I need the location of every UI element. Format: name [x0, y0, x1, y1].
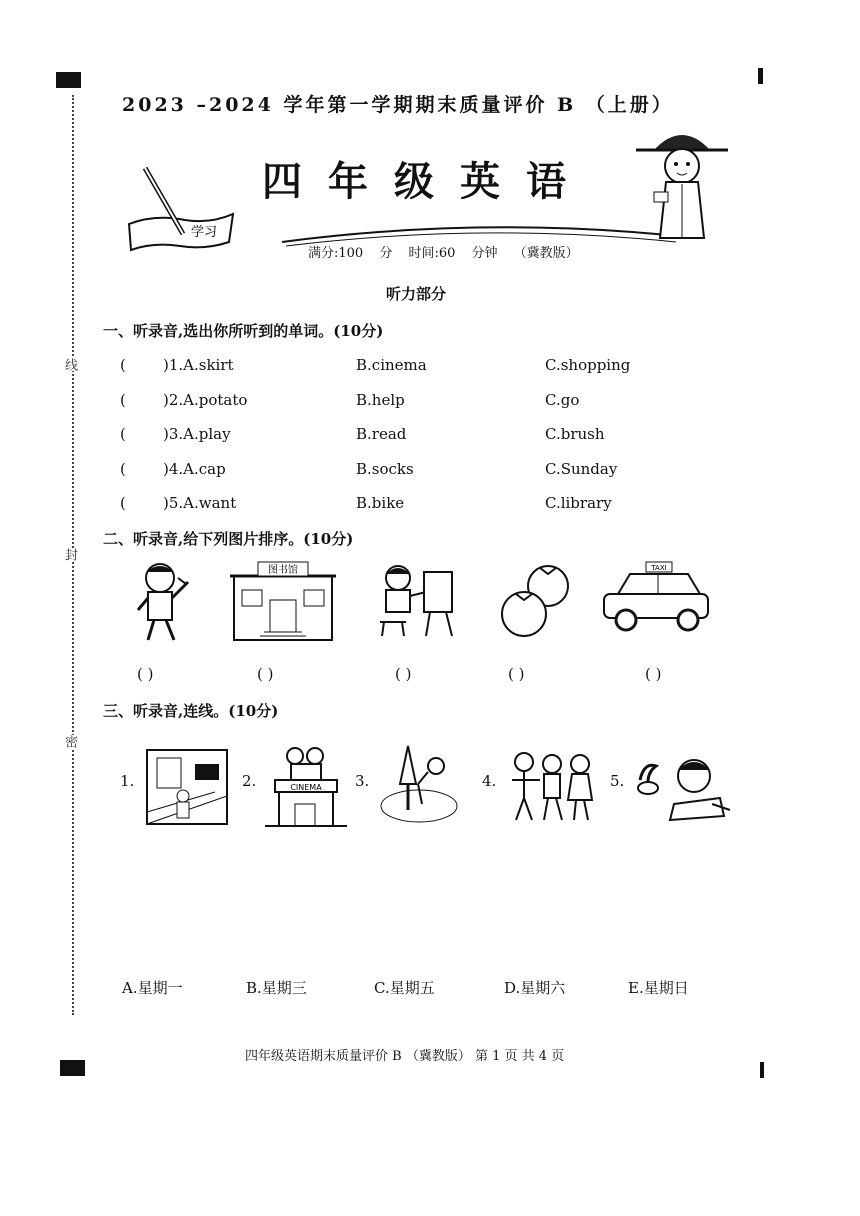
scholar-cartoon-icon: [632, 120, 732, 245]
q2-option-c: C.go: [545, 391, 580, 409]
cinema-icon: [265, 746, 347, 828]
q5-option-c: C.library: [545, 494, 612, 512]
match-number-3: 3.: [355, 772, 370, 790]
q5-option-a: )5.A.want: [163, 494, 237, 512]
q5-option-b: B.bike: [356, 494, 405, 512]
answer-paren-4[interactable]: (: [120, 460, 126, 478]
day-option-a: A.星期一: [122, 979, 183, 997]
q1-option-b: B.cinema: [356, 356, 427, 374]
q1-option-a: )1.A.skirt: [163, 356, 234, 374]
section2-heading: 二、听录音,给下列图片排序。(10分): [103, 530, 354, 548]
children-playing-icon: [506, 744, 600, 826]
match-number-2: 2.: [242, 772, 257, 790]
q4-option-b: B.socks: [356, 460, 414, 478]
boy-doing-homework-icon: [634, 754, 734, 824]
binding-label-seal: 封: [62, 548, 77, 561]
exam-info: [308, 242, 579, 261]
answer-paren-3[interactable]: (: [120, 425, 126, 443]
boy-climbing-tree-icon: [378, 744, 460, 824]
registration-mark-top-left: [56, 72, 81, 88]
subject-title: 四年级英语: [262, 158, 592, 205]
library-sign: 图书馆: [268, 565, 298, 576]
q4-option-c: C.Sunday: [545, 460, 618, 478]
boy-brushing-teeth-icon: [130, 560, 202, 646]
q2-option-b: B.help: [356, 391, 405, 409]
listening-heading: 听力部分: [386, 285, 447, 303]
picture-answer-3[interactable]: ( ): [395, 665, 412, 683]
exam-time: 时间:60 分钟: [408, 246, 498, 261]
match-number-1: 1.: [120, 772, 135, 790]
answer-paren-2[interactable]: (: [120, 391, 126, 409]
taxi-icon: [600, 560, 712, 636]
picture-answer-5[interactable]: ( ): [645, 665, 662, 683]
q3-option-b: B.read: [356, 425, 407, 443]
section3-heading: 三、听录音,连线。(10分): [103, 702, 279, 720]
day-option-b: B.星期三: [246, 979, 307, 997]
q1-option-c: C.shopping: [545, 356, 631, 374]
page-footer: 四年级英语期末质量评价 B （冀教版） 第 1 页 共 4 页: [245, 1049, 565, 1064]
full-score: 满分:100 分: [308, 246, 393, 261]
match-number-5: 5.: [610, 772, 625, 790]
binding-label-secret: 密: [62, 735, 77, 748]
pen-paper-illustration: [125, 162, 237, 256]
registration-mark-top-right: [758, 68, 763, 84]
tomatoes-icon: [496, 562, 578, 640]
edition: （冀教版）: [513, 246, 579, 261]
q4-option-a: )4.A.cap: [163, 460, 226, 478]
q3-option-a: )3.A.play: [163, 425, 231, 443]
exam-title: 2023 –2024 学年第一学期期末质量评价 B （上册）: [122, 94, 674, 116]
q3-option-c: C.brush: [545, 425, 605, 443]
picture-answer-2[interactable]: ( ): [257, 665, 274, 683]
answer-paren-5[interactable]: (: [120, 494, 126, 512]
match-number-4: 4.: [482, 772, 497, 790]
day-option-c: C.星期五: [374, 979, 435, 997]
answer-paren-1[interactable]: (: [120, 356, 126, 374]
cinema-sign: CINEMA: [290, 783, 322, 792]
boy-painting-icon: [372, 562, 462, 640]
picture-answer-4[interactable]: ( ): [508, 665, 525, 683]
picture-answer-1[interactable]: ( ): [137, 665, 154, 683]
q2-option-a: )2.A.potato: [163, 391, 248, 409]
registration-mark-bottom-right: [760, 1062, 764, 1078]
pen-caption: 学习: [191, 225, 218, 240]
section1-heading: 一、听录音,选出你所听到的单词。(10分): [103, 322, 384, 340]
taxi-sign: TAXI: [651, 564, 667, 572]
library-building-icon: [228, 560, 338, 642]
binding-label-line: 线: [62, 358, 77, 371]
registration-mark-bottom-left: [60, 1060, 85, 1076]
living-room-icon: [145, 748, 230, 826]
day-option-e: E.星期日: [628, 979, 689, 997]
day-option-d: D.星期六: [504, 979, 566, 997]
